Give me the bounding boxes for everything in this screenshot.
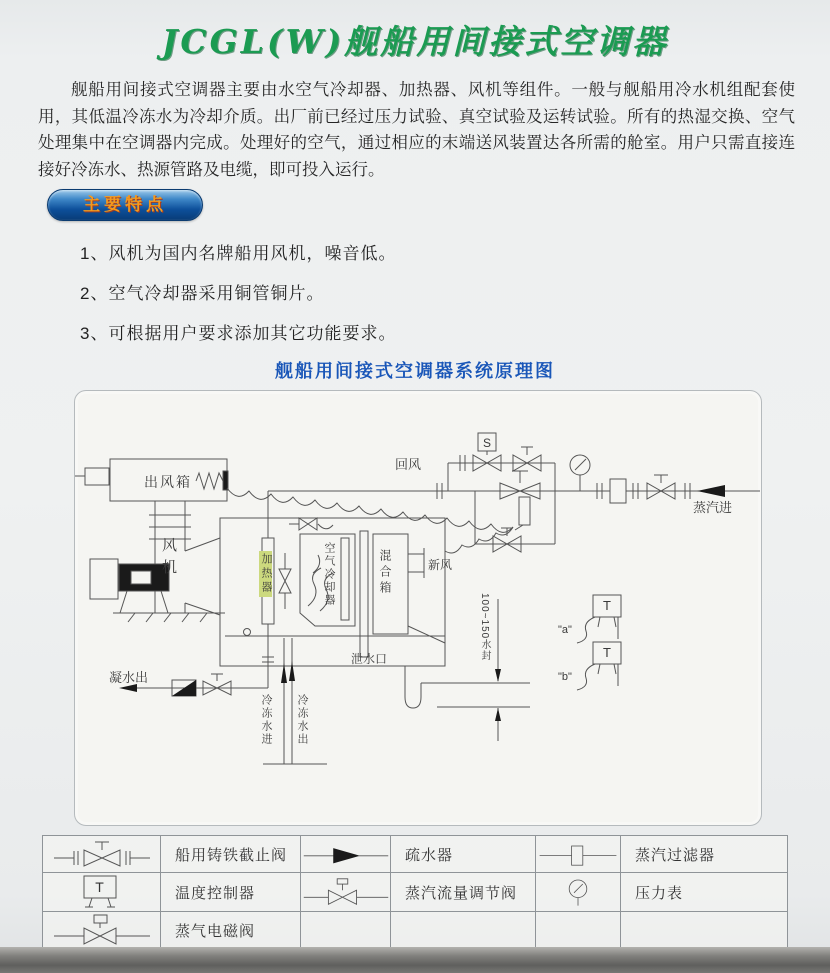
- label-temp-a: T: [603, 598, 611, 613]
- label-heater: 加热器: [260, 553, 272, 595]
- legend-row: [43, 873, 788, 912]
- legend-row: [43, 912, 788, 949]
- system-diagram: [74, 390, 762, 826]
- legend-label: 蒸气电磁阀: [161, 912, 301, 949]
- legend-label: 船用铸铁截止阀: [161, 836, 301, 873]
- steam-trap-icon: [301, 836, 391, 873]
- features-list: [80, 239, 580, 359]
- label-temp-b: T: [603, 645, 611, 660]
- label-steam-in: 蒸汽进: [693, 500, 733, 515]
- label-chilled-water-out: 冷冻水出: [296, 694, 308, 746]
- legend-label: 温度控制器: [161, 873, 301, 912]
- page-bottom-band: [0, 947, 830, 973]
- label-solenoid-s: S: [482, 436, 491, 450]
- diagram-title: 舰船用间接式空调器系统原理图: [275, 361, 555, 381]
- legend-table: [42, 835, 788, 949]
- label-return-air: 回风: [395, 457, 422, 472]
- svg-text:T: T: [94, 879, 105, 895]
- label-water-seal: 100~150水封: [479, 593, 490, 662]
- legend-empty-cell: [391, 912, 536, 949]
- label-sensor-b: "b": [558, 671, 572, 683]
- intro-paragraph: 舰船用间接式空调器主要由水空气冷却器、加热器、风机等组件。一般与舰船用冷水机组配套使用，其低温冷冻水为冷却介质。出厂前已经过压力试验、真空试验及运转试验。所有的热湿交换、空气处理集中在空调器内完成。处理好的空气，通过相应的末端送风装置达各所需的舱室。用户只需直接连接好冷冻水、热源管路及电缆，即可投入运行。: [38, 81, 795, 180]
- label-mixing-box: 混合箱: [378, 549, 392, 597]
- solenoid-valve-icon: [43, 912, 161, 949]
- flexible-duct-icon: [227, 488, 513, 532]
- label-drain-port: 泄水口: [351, 652, 388, 666]
- legend-label: 疏水器: [391, 836, 536, 873]
- legend-label: 蒸汽过滤器: [621, 836, 788, 873]
- label-air-cooler: 空气冷却器: [323, 542, 335, 607]
- label-fresh-air: 新风: [428, 558, 453, 572]
- duct-connector: [85, 468, 109, 485]
- steam-filter-icon: [610, 479, 626, 503]
- legend-label: 压力表: [621, 873, 788, 912]
- steam-filter-icon: [536, 836, 621, 873]
- temp-controller-icon: [43, 873, 161, 912]
- label-outlet-box: 出风箱: [144, 474, 192, 490]
- legend-empty-cell: [301, 912, 391, 949]
- features-badge: 主要特点: [47, 189, 203, 221]
- pressure-gauge-icon: [536, 873, 621, 912]
- spring-connector-icon: [196, 473, 223, 489]
- legend-row: [43, 836, 788, 873]
- feature-item: 2、空气冷却器采用铜管铜片。: [80, 284, 325, 303]
- stop-valve-icon: [43, 836, 161, 873]
- label-sensor-a: "a": [558, 624, 572, 636]
- page-title: JCGL(W)舰船用间接式空调器: [161, 22, 669, 61]
- steam-inlet-arrow: [697, 485, 725, 497]
- legend-empty-cell: [536, 912, 621, 949]
- feature-item: 3、可根据用户要求添加其它功能要求。: [80, 324, 397, 343]
- legend-empty-cell: [621, 912, 788, 949]
- water-seal-trap-icon: [405, 697, 421, 708]
- feature-item: 1、风机为国内名牌船用风机，噪音低。: [80, 244, 397, 263]
- label-fan: 风机: [160, 537, 177, 581]
- label-condensate-out: 凝水出: [109, 670, 149, 685]
- label-chilled-water-in: 冷冻水进: [260, 694, 272, 746]
- legend-label: 蒸汽流量调节阀: [391, 873, 536, 912]
- flow-valve-icon: [301, 873, 391, 912]
